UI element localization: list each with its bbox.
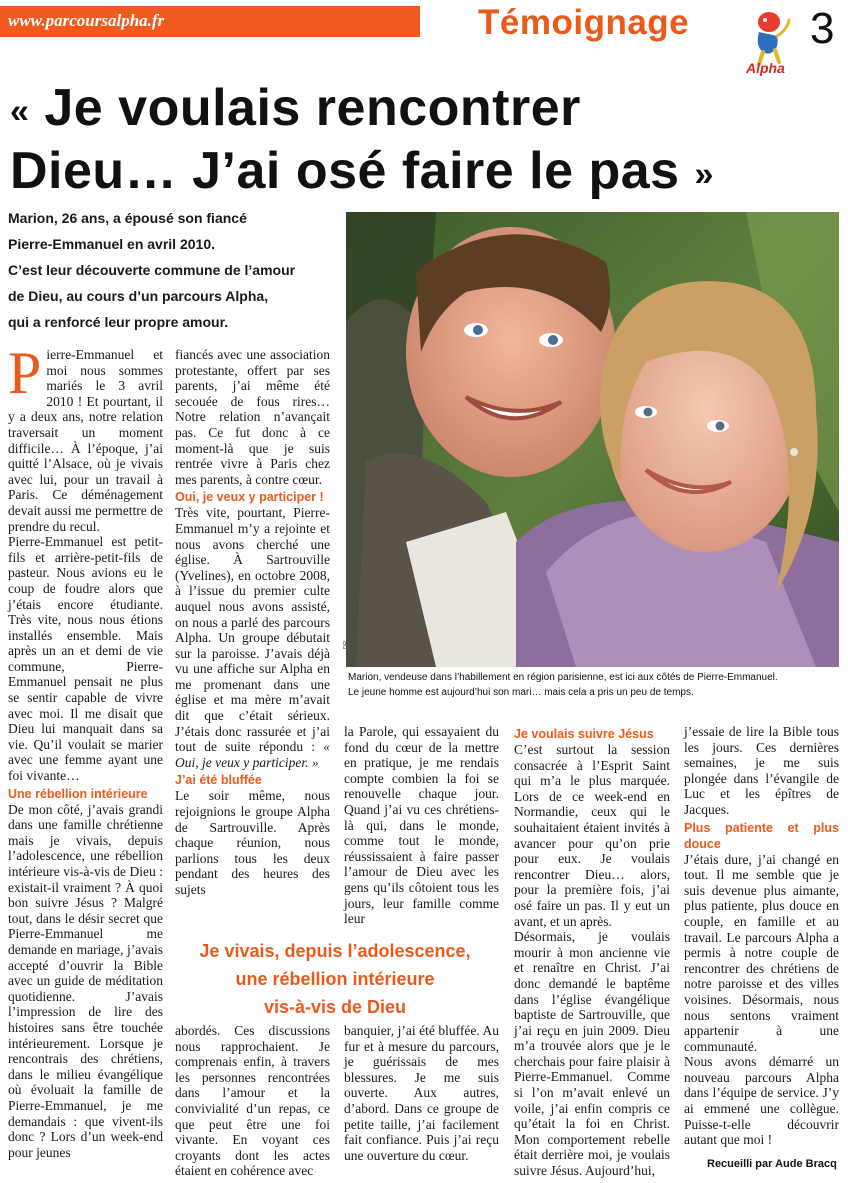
paragraph: abordés. Ces discussions nous rapprochaient. Je comprenais enfin, à travers les personnes rencontrées dans l’amour et la convivialité d’un repas, ce que peut être une foi vivante. En voyant ces croyants dont les actes étaient en cohérence avec <box>175 1023 330 1179</box>
paragraph: la Parole, qui essayaient du fond du cœur de la mettre en pratique, je me rendais compte combien la foi se renouvelle chaque jour. Quand j’ai vu ces chrétiens-là qui, dans le monde, comme tout le monde, réussissaient à faire passer l’amour de Dieu avec les gens qu’ils côtoient tous les jours, leur famille comme leur <box>344 724 499 927</box>
paragraph <box>8 340 163 534</box>
paragraph: De mon côté, j’avais grandi dans une famille chrétienne mais je vivais, depuis l’adolescence, une rébellion intérieure vis-à-vis de Dieu : existait-il vraiment ? À quoi bon suivre Jésus ? Malgré tout, dans le désir secret que Pierre-Emmanuel me demande en mariage, j’avais accepté d’ouvrir la Bible avec un guide de méditation quotidienne. J’avais l’impression de lire des histoires sans être touchée intérieurement. Lorsque je rencontrais des chrétiens, dans le milieu évangélique où évoluait la famille de Pierre-Emmanuel, je me demandais : que vivent-ils donc ? Lors d’un week-end pour jeunes <box>8 801 163 1160</box>
title-line-1: Je voulais rencontrer <box>44 79 581 137</box>
paragraph: C’est surtout la session consacrée à l’Esprit Saint qui m’a le plus marquée. Lors de ce week-end en Normandie, ceux qui le souhaitaient étaient invités à avancer pour qu’on prie pour eux. Je voulais rencontrer Dieu… alors, pour la première fois, j’ai osé faire un pas. Il y eut un avant, et un après. <box>514 742 670 929</box>
caption-line: Marion, vendeuse dans l’habillement en région parisienne, est ici aux côtés de Pierre-Emmanuel. <box>348 672 778 683</box>
article-column-3 <box>344 724 499 927</box>
paragraph-text: ierre-Emmanuel et moi nous sommes mariés le 3 avril 2010 ! Et pourtant, il y a deux ans, notre relation traversait un moment difficile… À l’époque, j’ai quitté l’Alsace, où je vivais avec lui, pour un travail à Paris. Ce déménagement devait aussi me permettre de prendre du recul. <box>8 347 163 534</box>
title-line-2: Dieu… J’ai osé faire le pas <box>10 142 680 201</box>
photo-credit: DR <box>343 640 350 650</box>
article-column-5 <box>684 724 839 1148</box>
alpha-logo-label: Alpha <box>746 60 785 76</box>
intro-line: Pierre-Emmanuel en avril 2010. <box>8 236 215 252</box>
paragraph-text: Très vite, pourtant, Pierre-Emmanuel m’y a rejointe et nous avons cherché une église. À Sartrouville (Yvelines), en octobre 2008, à l’issue du premier culte auquel nous avons assisté, on nous a parlé des parcours Alpha. Un groupe débutait sur la paroisse. J’avais déjà vu une affiche sur Alpha en me promenant dans une église et ma mère m’avait dit que c’était sérieux. J’étais donc rassurée et j’ai tout de suite répondu : <box>175 505 330 755</box>
intro-line: de Dieu, au cours d’un parcours Alpha, <box>8 288 269 304</box>
section-title: Témoignage <box>478 3 690 42</box>
page-title <box>10 78 840 205</box>
intro-line: qui a renforcé leur propre amour. <box>8 314 229 330</box>
subheading: Plus patiente et plus douce <box>684 820 839 851</box>
paragraph <box>175 505 330 770</box>
paragraph: Pierre-Emmanuel est petit-fils et arrière-petit-fils de pasteur. Nous avions eu le coup de foudre alors que j’étais encore étudiante. Très vite, nous nous étions installés ensemble. Mais après un an et demi de vie commune, Pierre-Emmanuel pensait ne plus se sentir capable de vivre avec moi. Il me disait que Dieu lui manquait dans sa vie. Qu’il voulait se marier avec une femme ayant une foi vivante… <box>8 534 163 784</box>
subheading: J’ai été bluffée <box>175 773 262 788</box>
website-banner <box>0 6 420 37</box>
subheading: Une rébellion intérieure <box>8 786 148 801</box>
paragraph: banquier, j’ai été bluffée. Au fur et à mesure du parcours, je guérissais de mes blessures. Je me suis ouverte. Aux autres, d’abord. Dans ce groupe de petite taille, j’ai facilement fait confiance. Puis j’ai reçu une ouverture du cœur. <box>344 1023 499 1163</box>
pull-quote-line: vis-à-vis de Dieu <box>263 997 407 1017</box>
subheading: Je voulais suivre Jésus <box>514 727 654 741</box>
article-column-1 <box>8 340 163 1160</box>
photo-caption <box>348 670 843 700</box>
article-column-4 <box>514 724 670 1179</box>
paragraph: fiancés avec une association protestante, offert par ses parents, j’ai même été secouée de fous rires… Notre relation n’avançait pas. Ce fut donc à ce moment-là que je suis rentrée vivre à Paris chez mes parents, à contre cœur. <box>175 347 330 487</box>
couple-photo <box>346 212 839 667</box>
article-column-3-continued <box>344 1023 499 1163</box>
article-column-2 <box>175 347 330 898</box>
paragraph: J’étais dure, j’ai changé en tout. Il me semble que je suis devenue plus aimante, plus patiente, plus douce en couple, en famille et au travail. Le parcours Alpha a permis à notre couple de rencontrer des chrétiens de notre paroisse et des villes voisines. Désormais, nous nous sentons vraiment appartenir à une communauté. <box>684 851 839 1054</box>
pull-quote-line: une rébellion intérieure <box>235 969 435 989</box>
paragraph: Le soir même, nous rejoignions le groupe Alpha de Sartrouville. Après chaque réunion, nous parlions tous les deux pendant des heures des sujets <box>175 788 330 897</box>
intro-lead <box>8 205 338 335</box>
intro-line: Marion, 26 ans, a épousé son fiancé <box>8 210 247 226</box>
close-quote: » <box>694 155 714 194</box>
paragraph: Nous avons démarré un nouveau parcours Alpha dans l’équipe de service. J’y ai emmené une collègue. Puisse-t-elle découvrir autant que moi ! <box>684 1054 839 1148</box>
pull-quote-line: Je vivais, depuis l’adolescence, <box>199 941 471 961</box>
paragraph: j’essaie de lire la Bible tous les jours. Ces dernières semaines, je me suis plongée dans l’évangile de Luc et les épîtres de Jacques. <box>684 724 839 817</box>
quote-text: « Oui, je veux y participer. » <box>175 739 330 770</box>
intro-line: C’est leur découverte commune de l’amour <box>8 262 296 278</box>
article-column-2-continued <box>175 1023 330 1179</box>
subheading: Oui, je veux y participer ! <box>175 490 324 505</box>
website-url: www.parcoursalpha.fr <box>8 11 165 30</box>
pull-quote <box>172 937 498 1021</box>
page-number: 3 <box>810 4 835 53</box>
author-credit: Recueilli par Aude Bracq <box>707 1158 837 1170</box>
paragraph: Désormais, je voulais mourir à mon ancienne vie et renaître en Christ. J’ai donc demandé le baptême dans l’église évangélique baptiste de Sartrouville, que j’ai reçu en juin 2009. Dieu m’a trouvée alors que je le cherchais pour faire plaisir à Pierre-Emmanuel. Comme si l’on m’avait enlevé un voile, j’ai enfin compris ce qu’était la foi en Christ. Mon comportement rebelle était derrière moi, je voulais suivre Jésus. Aujourd’hui, <box>514 929 670 1179</box>
drop-cap: P <box>8 340 42 406</box>
open-quote: « <box>10 92 30 131</box>
caption-line: Le jeune homme est aujourd’hui son mari… mais cela a pris un peu de temps. <box>348 687 694 698</box>
